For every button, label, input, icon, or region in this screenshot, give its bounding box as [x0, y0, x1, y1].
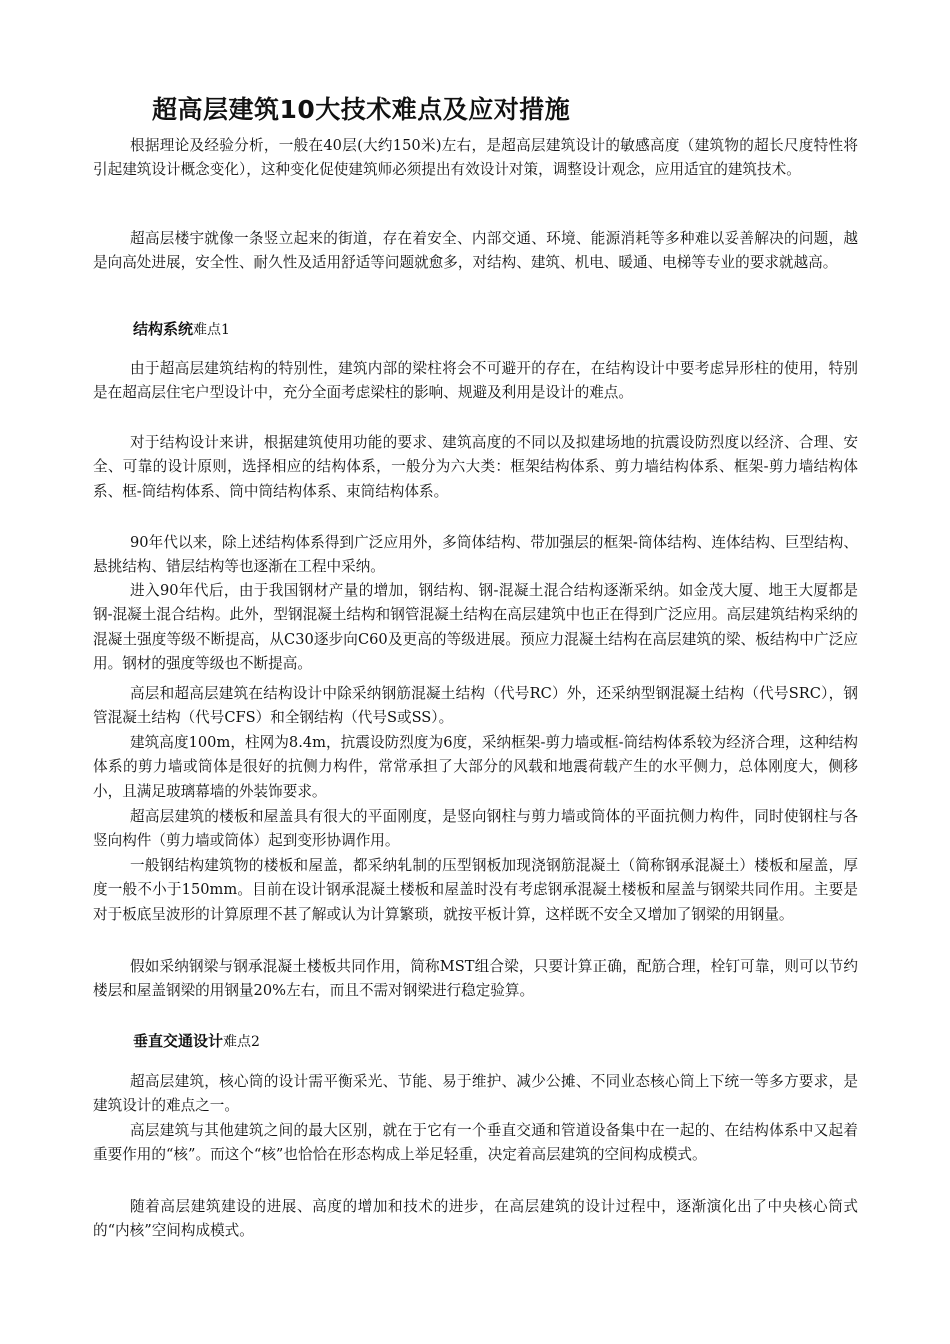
- structure-paragraph-1: 由于超高层建筑结构的特别性，建筑内部的梁柱将会不可避开的存在，在结构设计中要考虑异形柱的使用，特别是在超高层住宅户型设计中，充分全面考虑梁柱的影响、规避及利用是设计的难点。: [93, 360, 858, 402]
- structure-paragraph-8: 一般钢结构建筑物的楼板和屋盖，都采纳轧制的压型钢板加现浇钢筋混凝土（简称钢承混凝土）楼板和屋盖，厚度一般不小于150mm。目前在设计钢承混凝土楼板和屋盖时没有考虑钢承混凝土楼板和屋盖与钢梁共同作用。主要是对于板底呈波形的计算原理不甚了解或认为计算繁琐，就按平板计算，这样既不安全又增加了钢梁的用钢量。: [93, 857, 858, 923]
- section-heading-structure: [133, 318, 230, 339]
- structure-paragraph-9: 假如采纳钢梁与钢承混凝土楼板共同作用，简称MST组合梁，只要计算正确，配筋合理，栓钉可靠，则可以节约楼层和屋盖钢梁的用钢量20%左右，而且不需对钢梁进行稳定验算。: [93, 958, 858, 1000]
- intro-paragraph-2: 超高层楼宇就像一条竖立起来的街道，存在着安全、内部交通、环境、能源消耗等多种难以妥善解决的问题，越是向高处进展，安全性、耐久性及适用舒适等问题就愈多，对结构、建筑、机电、暖通、电梯等专业的要求就越高。: [93, 230, 858, 272]
- traffic-paragraph-3: 随着高层建筑建设的进展、高度的增加和技术的进步，在高层建筑的设计过程中，逐渐演化出了中央核心筒式的“内核”空间构成模式。: [93, 1198, 858, 1240]
- intro-paragraph-1: 根据理论及经验分析，一般在40层(大约150米)左右，是超高层建筑设计的敏感高度（建筑物的超长尺度特性将引起建筑设计概念变化），这种变化促使建筑师必须提出有效设计对策，调整设计观念，应用适宜的建筑技术。: [93, 137, 858, 179]
- structure-paragraph-4: 进入90年代后，由于我国钢材产量的增加，钢结构、钢-混凝土混合结构逐渐采纳。如金茂大厦、地王大厦都是钢-混凝土混合结构。此外，型钢混凝土结构和钢管混凝土结构在高层建筑中也正在得到广泛应用。高层建筑结构采纳的混凝土强度等级不断提高，从C30逐步向C60及更高的等级进展。预应力混凝土结构在高层建筑的梁、板结构中广泛应用。钢材的强度等级也不断提高。: [93, 582, 858, 672]
- section-heading-tag: 难点2: [223, 1034, 260, 1050]
- structure-paragraph-2: 对于结构设计来讲，根据建筑使用功能的要求、建筑高度的不同以及拟建场地的抗震设防烈度以经济、合理、安全、可靠的设计原则，选择相应的结构体系，一般分为六大类：框架结构体系、剪力墙结构体系、框架-剪力墙结构体系、框-筒结构体系、筒中筒结构体系、束筒结构体系。: [93, 434, 858, 500]
- structure-paragraph-3: 90年代以来，除上述结构体系得到广泛应用外，多筒体结构、带加强层的框架-筒体结构、连体结构、巨型结构、悬挑结构、错层结构等也逐渐在工程中采纳。: [93, 534, 858, 576]
- structure-paragraph-5: 高层和超高层建筑在结构设计中除采纳钢筋混凝土结构（代号RC）外，还采纳型钢混凝土结构（代号SRC），钢管混凝土结构（代号CFS）和全钢结构（代号S或SS）。: [93, 685, 858, 727]
- structure-paragraph-6: 建筑高度100m，柱网为8.4m，抗震设防烈度为6度，采纳框架-剪力墙或框-筒结构体系较为经济合理，这种结构体系的剪力墙或筒体是很好的抗侧力构件，常常承担了大部分的风载和地震荷载产生的水平侧力，总体刚度大，侧移小，且满足玻璃幕墙的外装饰要求。: [93, 734, 858, 800]
- document-title: 超高层建筑10大技术难点及应对措施: [152, 95, 571, 124]
- section-heading-vertical-traffic: [133, 1030, 260, 1051]
- section-heading-tag: 难点1: [193, 322, 230, 338]
- section-heading-text: 结构系统: [133, 320, 194, 338]
- section-heading-text: 垂直交通设计: [133, 1032, 224, 1050]
- traffic-paragraph-1: 超高层建筑，核心筒的设计需平衡采光、节能、易于维护、减少公摊、不同业态核心筒上下统一等多方要求，是建筑设计的难点之一。: [93, 1073, 858, 1115]
- structure-paragraph-7: 超高层建筑的楼板和屋盖具有很大的平面刚度，是竖向钢柱与剪力墙或筒体的平面抗侧力构件，同时使钢柱与各竖向构件（剪力墙或筒体）起到变形协调作用。: [93, 808, 858, 850]
- traffic-paragraph-2: 高层建筑与其他建筑之间的最大区别，就在于它有一个垂直交通和管道设备集中在一起的、在结构体系中又起着重要作用的“核”。而这个“核”也恰恰在形态构成上举足轻重，决定着高层建筑的空间构成模式。: [93, 1122, 858, 1164]
